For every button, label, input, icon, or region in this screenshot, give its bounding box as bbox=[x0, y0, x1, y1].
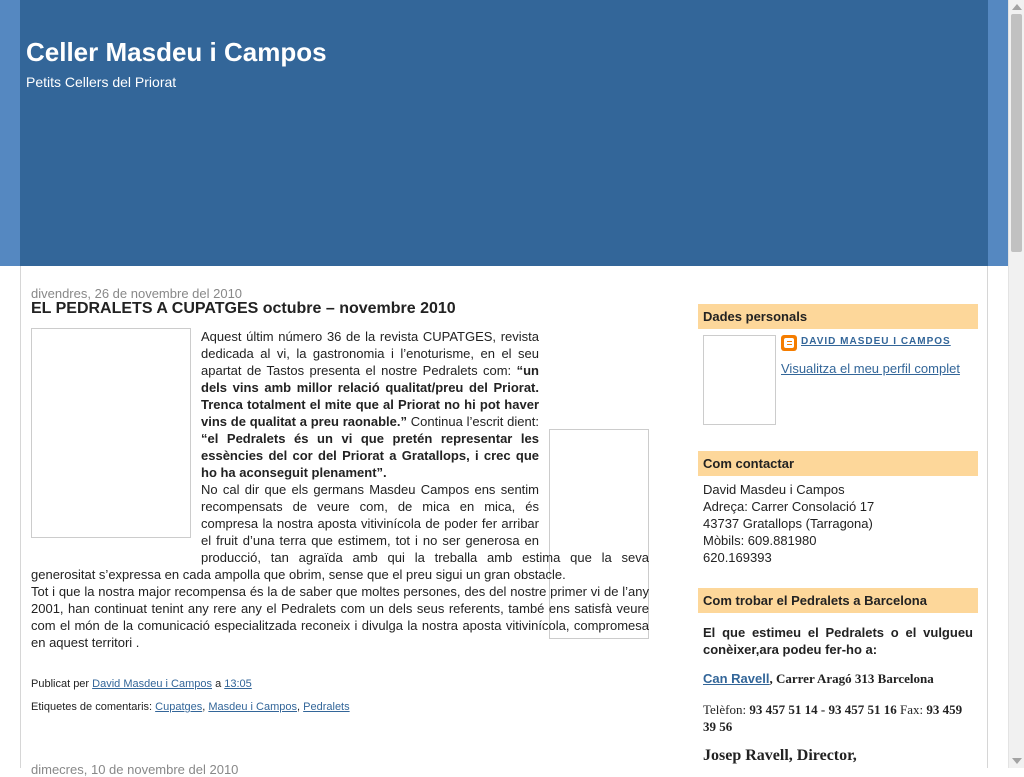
post-title: EL PEDRALETS A CUPATGES octubre – novembre 2010 bbox=[31, 300, 456, 317]
labels-label: Etiquetes de comentaris: bbox=[31, 701, 153, 713]
blog-header bbox=[20, 0, 988, 266]
contact-info bbox=[703, 481, 874, 566]
post-body bbox=[31, 328, 649, 651]
scroll-thumb[interactable] bbox=[1011, 14, 1022, 252]
label-link-pedralets[interactable]: Pedralets bbox=[303, 701, 350, 713]
content-right-border bbox=[987, 266, 988, 768]
phone-number: 93 457 51 14 - 93 457 51 16 bbox=[749, 702, 897, 717]
vertical-scrollbar[interactable] bbox=[1008, 0, 1024, 768]
image-spacer-right bbox=[539, 429, 649, 545]
scroll-down-arrow-icon[interactable] bbox=[1012, 758, 1022, 764]
label-link-masdeu-i-campos[interactable]: Masdeu i Campos bbox=[208, 701, 298, 713]
contact-line: Mòbils: 609.881980 bbox=[703, 533, 817, 548]
blogger-icon bbox=[781, 335, 797, 351]
post-footer bbox=[31, 678, 252, 690]
post-paragraph-3: Tot i que la nostra major recompensa és la de saber que moltes persones, des del nostre primer vi de l’any 2001, han continuat tenint any rere any el Pedralets com un dels seus referents, també ens satisfà veure com el món de la comunicació especialitzada reconeix i divulga la nostra aposta vitivinícola, compromesa en aquest territori . bbox=[31, 584, 649, 650]
phone-label: Telèfon: bbox=[703, 702, 750, 717]
contact-line: Adreça: Carrer Consolació 17 bbox=[703, 499, 875, 514]
contact-line: 43737 Gratallops (Tarragona) bbox=[703, 516, 873, 531]
blog-title[interactable]: Celler Masdeu i Campos bbox=[26, 37, 327, 67]
post-date: divendres, 26 de novembre del 2010 bbox=[31, 286, 243, 301]
shop-phone bbox=[703, 701, 978, 735]
profile-full-link[interactable]: Visualitza el meu perfil complet bbox=[781, 361, 960, 376]
post-paragraph-2: No cal dir que els germans Masdeu Campos ens sentim recompensats de veure com, de mica en mica, és compresa la nostra aposta vitivinícola de poder fer arribar el fruit d’una terra que estimem, tot i no ser generosa en producció, tan agraïda amb qui la treballa amb estima que la seva generositat s’expressa en cada ampolla que obrim, sense que el preu sigui un gran obstacle. bbox=[31, 482, 649, 582]
shop-link[interactable]: Can Ravell bbox=[703, 671, 770, 686]
image-spacer-left bbox=[31, 328, 201, 554]
scroll-up-arrow-icon[interactable] bbox=[1012, 4, 1022, 10]
next-post-date: dimecres, 10 de novembre del 2010 bbox=[31, 762, 239, 777]
post-text: Aquest últim número 36 de la revista CUPATGES, revista dedicada al vi, la gastronomia i l’enoturisme, en el seu apartat de Tastos presenta el nostre Pedralets com: bbox=[201, 329, 539, 378]
blog-description: Petits Cellers del Priorat bbox=[26, 74, 177, 90]
published-by-label: Publicat per bbox=[31, 678, 90, 690]
fax-label: Fax: bbox=[896, 702, 927, 717]
find-intro: El que estimeu el Pedralets o el vulgueu conèixer,ara podeu fer-ho a: bbox=[703, 625, 973, 657]
profile-photo[interactable] bbox=[703, 335, 776, 425]
contact-line: David Masdeu i Campos bbox=[703, 482, 845, 497]
find-widget-heading: Com trobar el Pedralets a Barcelona bbox=[698, 588, 978, 613]
shop-address: , Carrer Aragó 313 Barcelona bbox=[769, 671, 934, 686]
profile-widget-heading: Dades personals bbox=[698, 304, 978, 329]
post-time-link[interactable]: 13:05 bbox=[224, 678, 252, 690]
header-right-band bbox=[988, 0, 1008, 266]
contact-widget-heading: Com contactar bbox=[698, 451, 978, 476]
post-author-link[interactable]: David Masdeu i Campos bbox=[92, 678, 212, 690]
at-label: a bbox=[215, 678, 222, 690]
post-labels: Etiquetes de comentaris: Cupatges, Masdeu i Campos, Pedralets bbox=[31, 701, 350, 713]
shop-line bbox=[703, 671, 934, 687]
post-quote: “el Pedralets és un vi que pretén representar les essències del cor del Priorat a Gratallops, i crec que ho ha aconseguit plenament”. bbox=[201, 431, 539, 480]
shop-director: Josep Ravell, Director, bbox=[703, 747, 857, 764]
content-left-border bbox=[20, 266, 21, 768]
post-text: Continua l’escrit dient: bbox=[406, 414, 539, 429]
header-left-band bbox=[0, 0, 20, 266]
fax-number: 93 459 39 56 bbox=[703, 702, 963, 734]
contact-line: 620.169393 bbox=[703, 550, 772, 565]
label-link-cupatges[interactable]: Cupatges bbox=[155, 701, 203, 713]
post-quote: “un dels vins amb millor relació qualitat/preu del Priorat. Trenca totalment el mite que al Priorat no hi pot haver vins de qualitat a preu raonable.” bbox=[201, 363, 539, 429]
profile-name-link[interactable]: DAVID MASDEU I CAMPOS bbox=[801, 336, 951, 347]
